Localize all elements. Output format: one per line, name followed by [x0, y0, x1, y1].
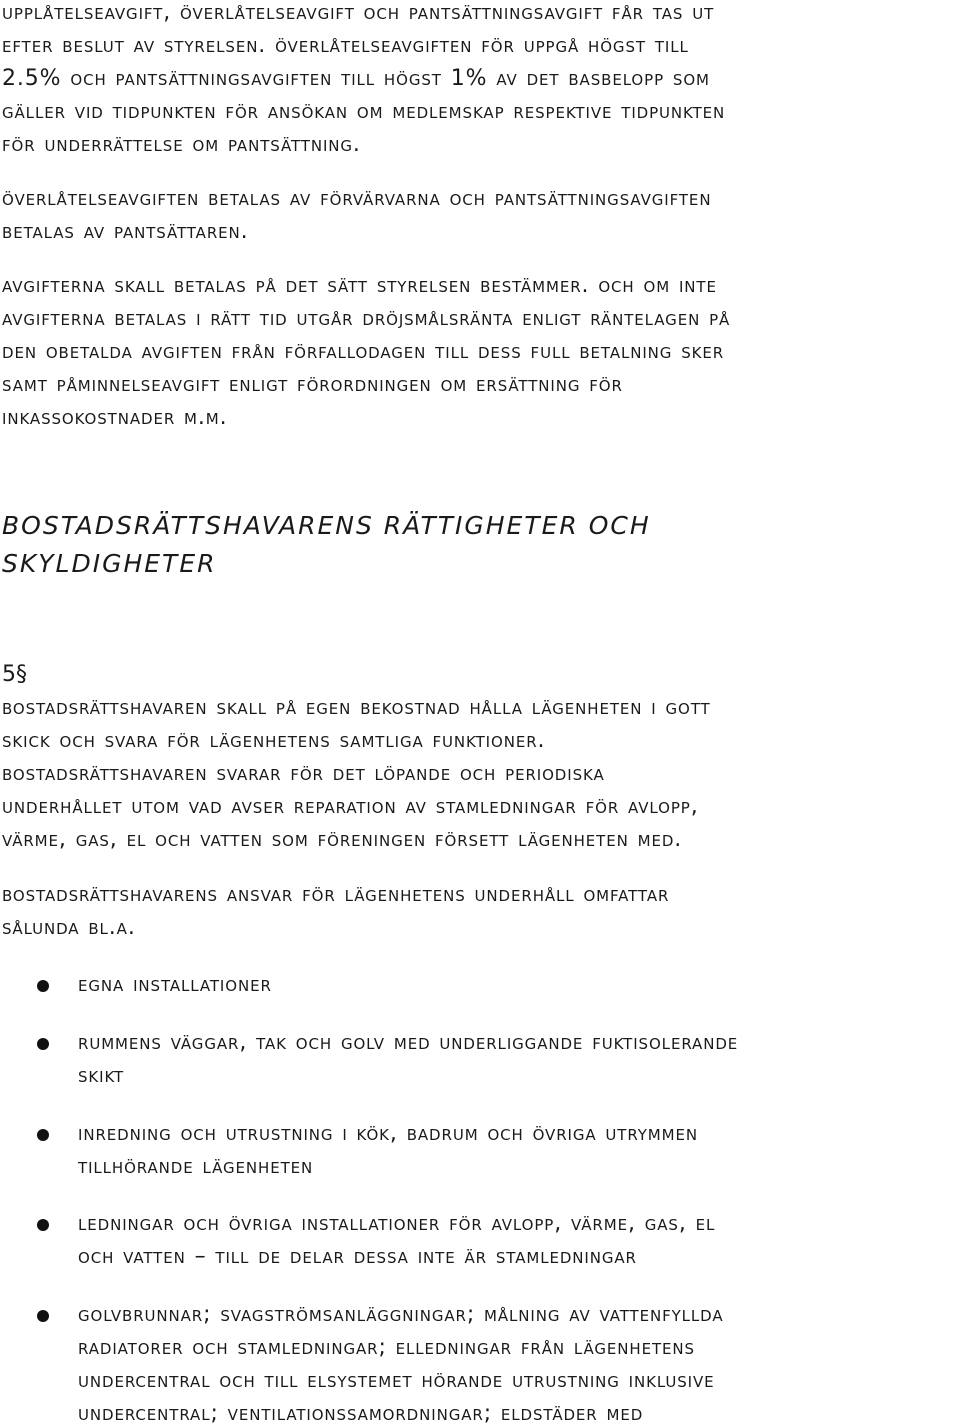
text-line: avgifterna skall betalas på det sätt styrelsen bestämmer. och om inte [2, 273, 717, 298]
list-item-text [78, 1298, 958, 1424]
bullet-icon [37, 980, 49, 992]
text-line: den obetalda avgiften från förfallodagen till dess full betalning sker [2, 339, 725, 364]
list-item-text [78, 1026, 958, 1092]
list-item-text [78, 968, 958, 1001]
text-line: samt påminnelseavgift enligt förordningen om ersättning för [2, 372, 623, 397]
paragraph-maintenance [2, 691, 958, 856]
text-line: efter beslut av styrelsen. överlåtelseavgiften för uppgå högst till [2, 33, 689, 58]
text-line: undercentral; ventilationssamordningar; eldstäder med [78, 1401, 644, 1424]
list-item-text [78, 1207, 958, 1273]
paragraph-payer [2, 182, 958, 248]
text-line: bostadsrättshavaren svarar för det löpande och periodiska [2, 761, 605, 786]
paragraph-payment-terms [2, 269, 958, 434]
text-line: ledningar och övriga installationer för avlopp, värme, gas, el [78, 1211, 716, 1236]
paragraph-fees [2, 0, 958, 161]
text-line: skick och svara för lägenhetens samtliga funktioner. [2, 728, 546, 753]
paragraph-responsibility [2, 878, 958, 944]
heading-line: BOSTADSRÄTTSHAVARENS RÄTTIGHETER OCH [2, 511, 651, 540]
text-line: inkassokostnader m.m. [2, 405, 228, 430]
bullet-icon [37, 1038, 49, 1050]
bullet-icon [37, 1310, 49, 1322]
text-line: golvbrunnar; svagströmsanläggningar; målning av vattenfyllda [78, 1302, 724, 1327]
text-line: inredning och utrustning i kök, badrum och övriga utrymmen [78, 1121, 698, 1146]
text-line: tillhörande lägenheten [78, 1154, 314, 1179]
text-line: för underrättelse om pantsättning. [2, 132, 361, 157]
text-line: gäller vid tidpunkten för ansökan om medlemskap respektive tidpunkten [2, 99, 726, 124]
text-line: värme, gas, el och vatten som föreningen försett lägenheten med. [2, 827, 683, 852]
list-item-text [78, 1117, 958, 1183]
section-number: 5§ [2, 662, 27, 687]
text-line: sålunda bl.a. [2, 915, 136, 940]
text-line: bostadsrättshavaren skall på egen bekostnad hålla lägenheten i gott [2, 695, 711, 720]
text-line: skikt [78, 1063, 125, 1088]
text-line: 2.5% och pantsättningsavgiften till högst 1% av det basbelopp som [2, 66, 710, 91]
bullet-icon [37, 1219, 49, 1231]
text-line: upplåtelseavgift, överlåtelseavgift och pantsättningsavgift får tas ut [2, 0, 715, 25]
text-line: undercentral och till elsystemet hörande utrustning inklusive [78, 1368, 715, 1393]
text-line: bostadsrättshavarens ansvar för lägenhetens underhåll omfattar [2, 882, 670, 907]
bullet-icon [37, 1129, 49, 1141]
text-line: och vatten – till de delar dessa inte är stamledningar [78, 1244, 637, 1269]
heading-line: SKYLDIGHETER [2, 549, 217, 578]
section-heading [2, 507, 651, 583]
text-line: rummens väggar, tak och golv med underliggande fuktisolerande [78, 1030, 739, 1055]
text-line: betalas av pantsättaren. [2, 219, 249, 244]
text-line: underhållet utom vad avser reparation av stamledningar för avlopp, [2, 794, 699, 819]
text-line: radiatorer och stamledningar; elledningar från lägenhetens [78, 1335, 695, 1360]
text-line: överlåtelseavgiften betalas av förvärvarna och pantsättningsavgiften [2, 186, 712, 211]
text-line: egna installationer [78, 972, 272, 997]
text-line: avgifterna betalas i rätt tid utgår dröjsmålsränta enligt räntelagen på [2, 306, 731, 331]
